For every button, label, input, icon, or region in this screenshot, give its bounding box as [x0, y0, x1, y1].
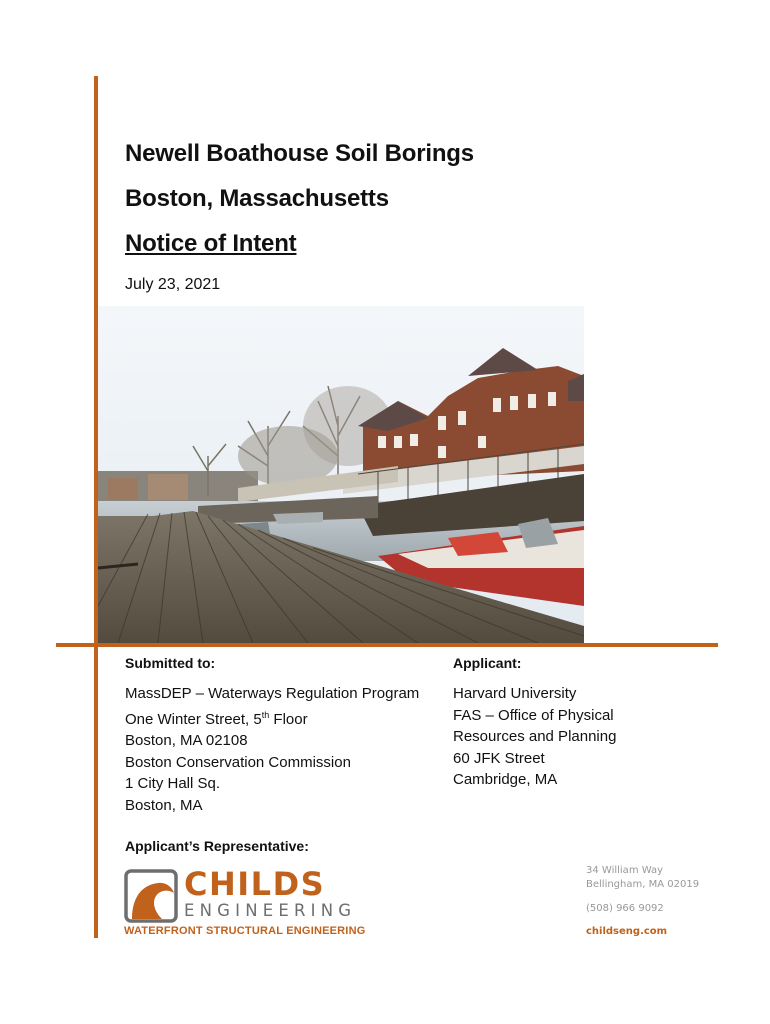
submitted-to-line-text: One Winter Street, 5: [125, 710, 262, 728]
applicant-line: Cambridge, MA: [453, 771, 558, 789]
applicant-line: 60 JFK Street: [453, 749, 545, 767]
rep-website-link[interactable]: childseng.com: [586, 926, 668, 937]
applicant-line: Harvard University: [453, 685, 577, 702]
submitted-to-address: [125, 683, 419, 817]
logo-wordmark-childs: CHILDS: [184, 865, 326, 903]
submitted-to-line: Boston, MA: [125, 796, 203, 814]
representative-heading: Applicant’s Representative:: [125, 838, 309, 854]
document-type: Notice of Intent: [125, 230, 297, 257]
applicant-address: [453, 683, 616, 791]
submitted-to-line: [125, 705, 419, 731]
boathouse-photo: [98, 306, 584, 643]
submitted-to-line: MassDEP – Waterways Regulation Program: [125, 685, 420, 702]
applicant-line: FAS – Office of Physical: [453, 706, 614, 724]
applicant-line: Resources and Planning: [453, 728, 617, 746]
rep-phone: (508) 966 9092: [586, 903, 664, 914]
document-date: July 23, 2021: [125, 276, 221, 293]
submitted-to-line: Boston, MA 02108: [125, 732, 248, 750]
applicant-heading: Applicant:: [453, 655, 522, 671]
logo-wordmark-engineering: ENGINEERING: [184, 901, 357, 920]
rep-address-city: Bellingham, MA 02019: [586, 879, 700, 890]
childs-engineering-logo: [122, 866, 372, 941]
submitted-to-line: Boston Conservation Commission: [125, 753, 351, 771]
submitted-to-line: 1 City Hall Sq.: [125, 775, 221, 793]
submitted-to-heading: Submitted to:: [125, 655, 216, 671]
rep-address-street: 34 William Way: [586, 865, 664, 876]
document-title: Newell Boathouse Soil Borings: [125, 140, 474, 167]
horizontal-accent-rule: [56, 643, 718, 647]
submitted-to-line-text: Floor: [269, 710, 308, 728]
logo-tagline: WATERFRONT STRUCTURAL ENGINEERING: [124, 925, 366, 937]
wave-logo-icon: [124, 869, 178, 923]
ordinal-suffix: th: [261, 709, 270, 720]
document-location: Boston, Massachusetts: [125, 185, 389, 212]
